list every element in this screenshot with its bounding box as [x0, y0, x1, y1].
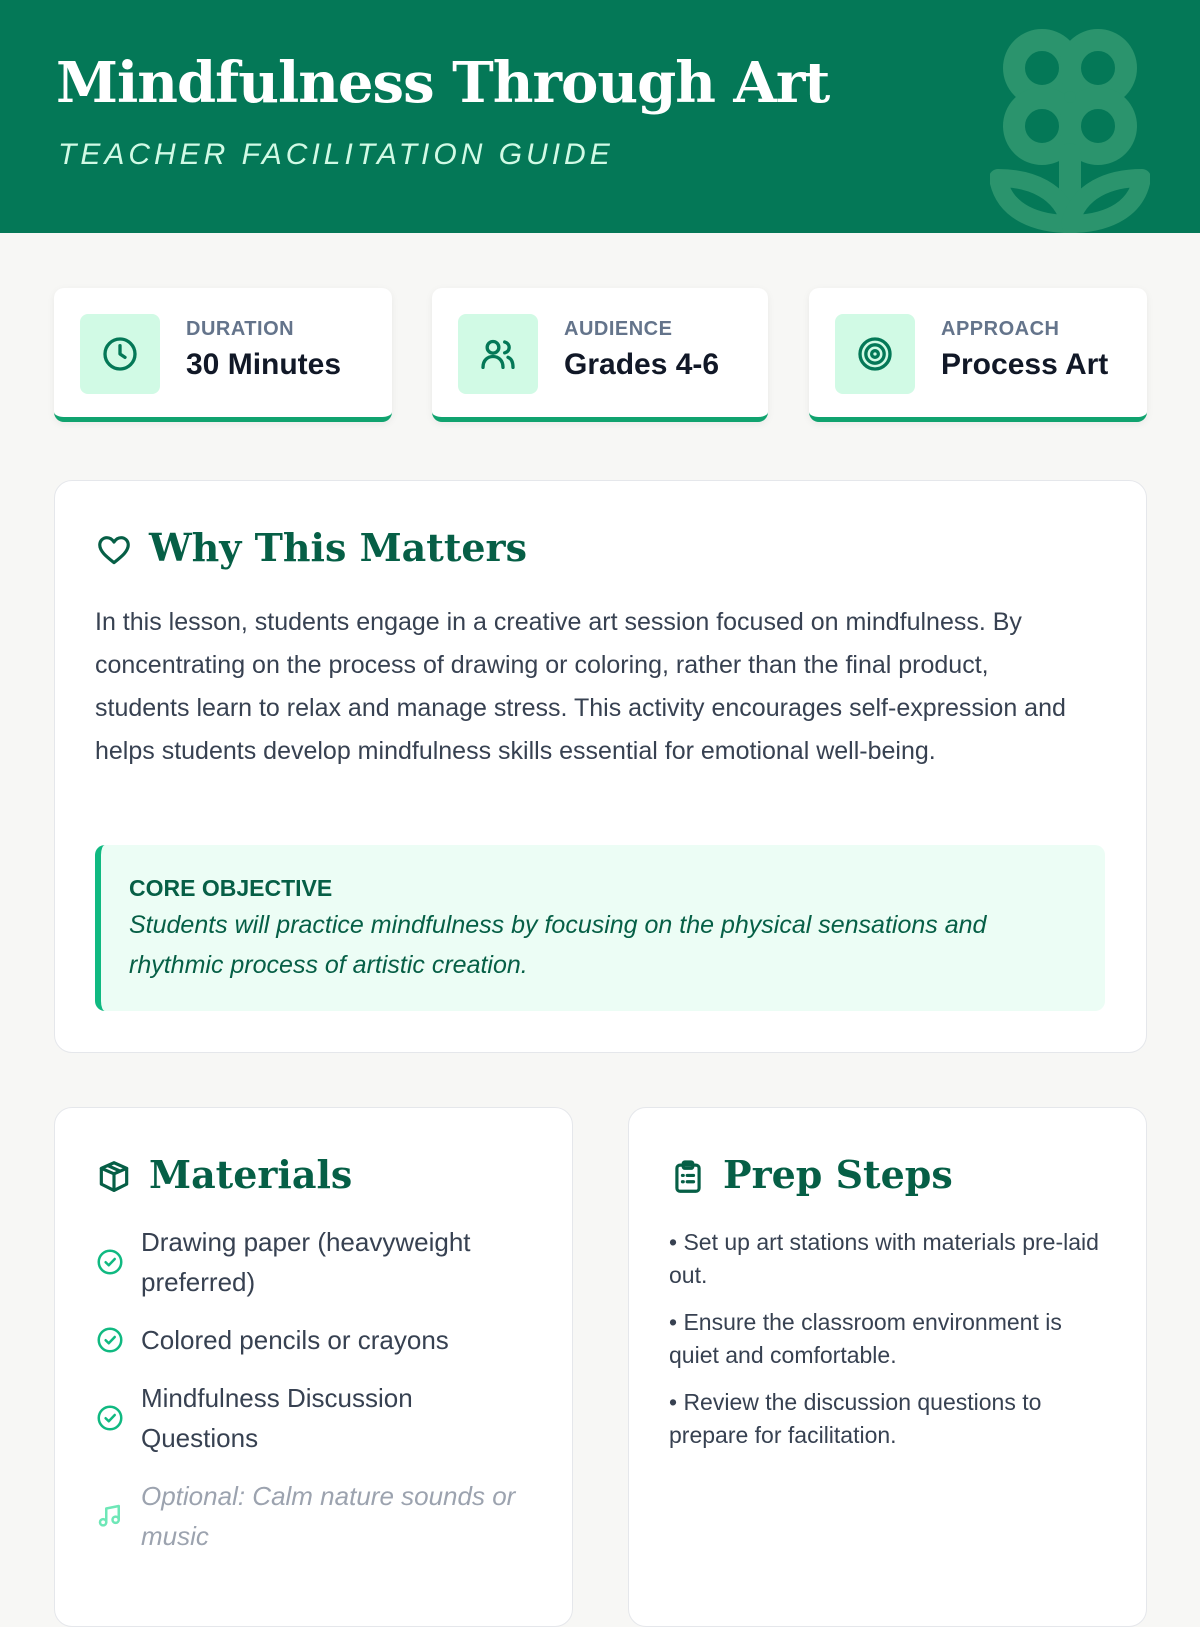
page-title: Mindfulness Through Art: [56, 50, 830, 116]
stat-value: 30 Minutes: [186, 348, 342, 381]
prep-list: [669, 1226, 1109, 1466]
stat-label: DURATION: [186, 318, 295, 340]
list-item: • Ensure the classroom environment is quiet and comfortable.: [669, 1309, 1062, 1368]
materials-card: [54, 1107, 573, 1627]
stat-value: Grades 4-6: [564, 348, 720, 381]
list-item: [95, 1378, 535, 1458]
stat-card-audience: [432, 288, 768, 422]
prep-card: [628, 1107, 1147, 1627]
users-icon: [478, 334, 518, 374]
package-icon: [95, 1158, 133, 1196]
check-circle-icon: [95, 1325, 125, 1355]
clock-icon: [100, 334, 140, 374]
stat-card-approach: [809, 288, 1147, 422]
target-icon: [855, 334, 895, 374]
list-item: [95, 1320, 535, 1360]
stat-label: AUDIENCE: [564, 318, 673, 340]
list-item: [95, 1222, 535, 1302]
stat-label: APPROACH: [941, 318, 1060, 340]
why-card: [54, 480, 1147, 1053]
check-circle-icon: [95, 1403, 125, 1433]
objective-label: CORE OBJECTIVE: [129, 875, 333, 901]
prep-title: Prep Steps: [723, 1152, 953, 1197]
heart-icon: [95, 531, 133, 569]
check-circle-icon: [95, 1247, 125, 1277]
stat-value: Process Art: [941, 348, 1109, 381]
list-item: • Set up art stations with materials pre-laid out.: [669, 1229, 1099, 1288]
material-text: Optional: Calm nature sounds or music: [141, 1481, 516, 1551]
list-item: [95, 1476, 535, 1556]
page-header: [0, 0, 1200, 233]
stat-card-duration: [54, 288, 392, 422]
music-icon: [95, 1501, 125, 1531]
materials-title: Materials: [149, 1152, 353, 1197]
material-text: Drawing paper (heavyweight preferred): [141, 1227, 471, 1297]
page-subtitle: TEACHER FACILITATION GUIDE: [58, 138, 614, 171]
flower-icon: [990, 28, 1150, 233]
objective-text: Students will practice mindfulness by focusing on the physical sensations and rhythmic process of artistic creation.: [129, 911, 987, 979]
list-item: • Review the discussion questions to prepare for facilitation.: [669, 1389, 1042, 1448]
material-text: Colored pencils or crayons: [141, 1325, 449, 1355]
material-text: Mindfulness Discussion Questions: [141, 1383, 413, 1453]
materials-list: [95, 1222, 535, 1574]
clipboard-icon: [669, 1158, 707, 1196]
why-title: Why This Matters: [149, 525, 527, 570]
why-body: In this lesson, students engage in a creative art session focused on mindfulness. By concentrating on the process of drawing or coloring, rather than the final product, students learn to relax and manage stress. This activity encourages self-expression and helps students develop mindfulness skills essential for emotional well-being.: [95, 608, 1066, 765]
core-objective-callout: [95, 845, 1105, 1011]
